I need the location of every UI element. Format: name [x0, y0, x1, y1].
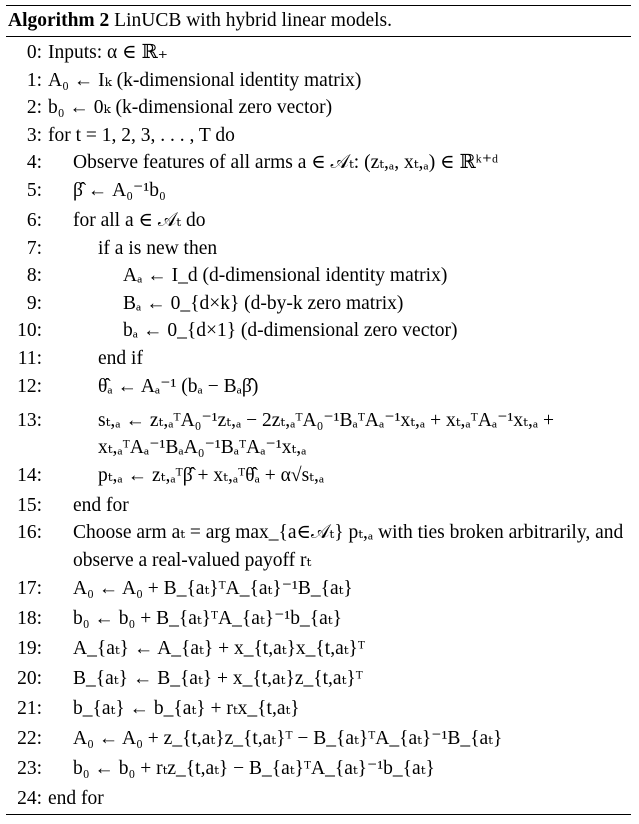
line-text: β̂ ← A₀⁻¹b₀ — [73, 179, 166, 201]
line-number: 12: — [17, 375, 42, 397]
line-number: 15: — [17, 494, 42, 516]
caption-label: Algorithm 2 — [8, 10, 110, 31]
line-text: end if — [98, 347, 143, 369]
line-text: Inputs: α ∈ ℝ₊ — [48, 42, 168, 63]
bottom-rule — [6, 814, 631, 815]
algo-line-10 — [6, 317, 631, 345]
algo-line-20 — [6, 665, 631, 695]
algorithm-caption — [6, 6, 631, 36]
algo-line-13 — [6, 407, 631, 462]
caption-title: LinUCB with hybrid linear models. — [114, 10, 393, 31]
line-number: 13: — [17, 409, 42, 431]
line-text: for all a ∈ 𝒜ₜ do — [73, 209, 206, 231]
line-number: 20: — [17, 667, 42, 689]
algo-line-5 — [6, 177, 631, 207]
algorithm-body — [6, 37, 631, 814]
line-text: b₀ ← b₀ + B_{aₜ}ᵀA_{aₜ}⁻¹b_{aₜ} — [73, 607, 342, 629]
algo-line-16 — [6, 519, 631, 574]
line-number: 11: — [17, 347, 42, 369]
algo-line-21 — [6, 695, 631, 725]
line-number: 14: — [17, 464, 42, 486]
algo-line-11 — [6, 345, 631, 373]
line-number: 2: — [26, 97, 42, 119]
line-number: 4: — [26, 152, 42, 174]
line-text: A₀ ← A₀ + B_{aₜ}ᵀA_{aₜ}⁻¹B_{aₜ} — [73, 577, 353, 599]
algo-line-19 — [6, 635, 631, 665]
line-text: B_{aₜ} ← B_{aₜ} + x_{t,aₜ}z_{t,aₜ}ᵀ — [73, 667, 363, 689]
line-text: if a is new then — [98, 237, 218, 259]
line-text: θ̂ₐ ← Aₐ⁻¹ (bₐ − Bₐβ̂) — [98, 375, 259, 397]
algo-line-6 — [6, 207, 631, 235]
line-number: 21: — [17, 697, 42, 719]
line-text: A_{aₜ} ← A_{aₜ} + x_{t,aₜ}x_{t,aₜ}ᵀ — [73, 637, 365, 659]
algo-line-17 — [6, 575, 631, 605]
line-number: 9: — [26, 292, 42, 314]
line-number: 7: — [26, 237, 42, 259]
line-text: Observe features of all arms a ∈ 𝒜ₜ: (zₜ,ₐ, xₜ,ₐ) ∈ ℝᵏ⁺ᵈ — [73, 152, 499, 174]
line-number: 19: — [17, 637, 42, 659]
algo-line-14 — [6, 462, 631, 492]
algo-line-22 — [6, 725, 631, 755]
line-number: 17: — [17, 577, 42, 599]
algo-line-1 — [6, 67, 631, 95]
algo-line-9 — [6, 290, 631, 318]
line-text: for t = 1, 2, 3, . . . , T do — [48, 124, 235, 146]
line-number: 22: — [17, 727, 42, 749]
line-number: 8: — [26, 265, 42, 287]
line-text: end for — [48, 787, 104, 809]
line-number: 5: — [26, 179, 42, 201]
algo-line-3 — [6, 122, 631, 150]
algo-line-8 — [6, 262, 631, 290]
line-text: b₀ ← b₀ + rₜz_{t,aₜ} − B_{aₜ}ᵀA_{aₜ}⁻¹b_{aₜ} — [73, 757, 435, 779]
line-number: 0: — [26, 42, 42, 63]
algo-line-12 — [6, 373, 631, 407]
line-text: pₜ,ₐ ← zₜ,ₐᵀβ̂ + xₜ,ₐᵀθ̂ₐ + α√sₜ,ₐ — [98, 464, 325, 486]
line-text: b₀ ← 0ₖ (k-dimensional zero vector) — [48, 97, 333, 119]
line-number: 10: — [17, 320, 42, 342]
algo-line-18 — [6, 605, 631, 635]
line-number: 18: — [17, 607, 42, 629]
line-number: 16: — [17, 522, 42, 544]
line-text: bₐ ← 0_{d×1} (d-dimensional zero vector) — [123, 320, 458, 342]
algo-line-7 — [6, 235, 631, 263]
algo-line-0 — [6, 39, 631, 67]
algo-line-23 — [6, 755, 631, 785]
line-number: 6: — [26, 209, 42, 231]
line-text: b_{aₜ} ← b_{aₜ} + rₜx_{t,aₜ} — [73, 697, 300, 719]
algo-line-15 — [6, 492, 631, 520]
line-text: Aₐ ← I_d (d-dimensional identity matrix) — [123, 265, 448, 287]
line-number: 1: — [26, 69, 42, 91]
line-text: A₀ ← A₀ + z_{t,aₜ}z_{t,aₜ}ᵀ − B_{aₜ}ᵀA_{aₜ}⁻¹B_{aₜ} — [73, 727, 503, 749]
algo-line-24 — [6, 785, 631, 813]
algorithm-box — [6, 5, 631, 815]
line-text: Bₐ ← 0_{d×k} (d-by-k zero matrix) — [123, 292, 404, 314]
algo-line-4 — [6, 149, 631, 177]
line-text: sₜ,ₐ ← zₜ,ₐᵀA₀⁻¹zₜ,ₐ − 2zₜ,ₐᵀA₀⁻¹BₐᵀAₐ⁻¹xₜ,ₐ + xₜ,ₐᵀAₐ⁻¹xₜ,ₐ + xₜ,ₐᵀAₐ⁻¹BₐA₀⁻¹BₐᵀAₐ⁻¹xₜ,ₐ — [98, 409, 555, 459]
line-number: 23: — [17, 757, 42, 779]
algo-line-2 — [6, 94, 631, 122]
line-text: Choose arm aₜ = arg max_{a∈𝒜ₜ} pₜ,ₐ with ties broken arbitrarily, and observe a real-valued payoff rₜ — [73, 522, 624, 571]
line-text: A₀ ← Iₖ (k-dimensional identity matrix) — [48, 69, 362, 91]
line-number: 24: — [17, 787, 42, 809]
line-number: 3: — [26, 124, 42, 146]
line-text: end for — [73, 494, 129, 516]
